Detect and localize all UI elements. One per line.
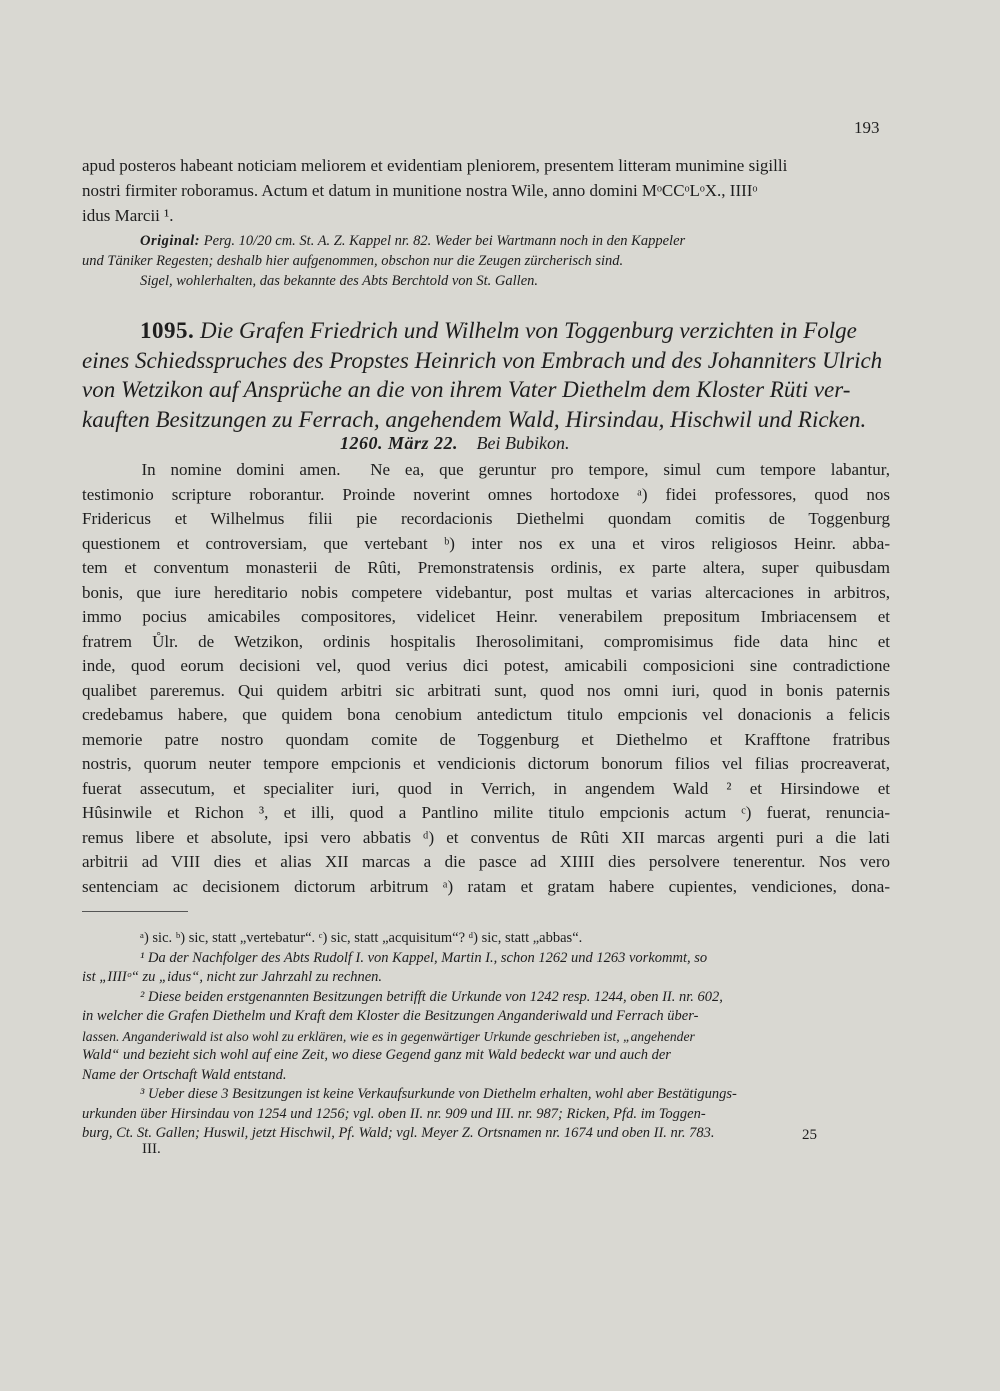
regest-line: Die Grafen Friedrich und Wilhelm von Toggenburg verzichten in Folge — [200, 318, 857, 343]
source-note — [82, 231, 890, 291]
document-place: Bei Bubikon. — [476, 433, 570, 453]
document-body — [82, 458, 890, 899]
body-line: inde, quod eorum decisioni vel, quod verius dici potest, amicabili composicioni sine contradictione — [82, 656, 890, 675]
footnote-line: Wald“ und bezieht sich wohl auf eine Zeit, wo diese Gegend ganz mit Wald bedeckt war und auch der — [82, 1047, 671, 1063]
document-date: 1260. März 22. — [340, 433, 459, 453]
body-line: testimonio scripture roborantur. Proinde noverint omnes hortodoxe ᵃ) fidei professores, quod nos — [82, 484, 890, 504]
footnote-line: lassen. Anganderiwald ist also wohl zu erklären, wie es in gegenwärtiger Urkunde geschrieben ist, „angehender — [82, 1028, 695, 1044]
page-number: 193 — [854, 118, 880, 137]
body-line: bonis, que iure hereditario nobis competere videbantur, post multas et varias altercaciones in arbitros, — [82, 582, 890, 602]
footnotes — [82, 929, 890, 1144]
body-line: memorie patre nostro quondam comite de Toggenburg et Diethelmo et Krafftone fratribus — [82, 729, 890, 749]
text-line: nostri firmiter roboramus. Actum et datum in munitione nostra Wile, anno domini MᵒCCᵒLᵒX., IIIIᵒ — [82, 181, 758, 200]
original-label: Original: — [140, 233, 201, 249]
text-critical-notes: ᵃ) sic. ᵇ) sic, statt „vertebatur“. ᶜ) sic, statt „acquisitum“? ᵈ) sic, statt „abbas“. — [140, 930, 583, 946]
document-number: 1095. — [140, 318, 195, 343]
body-line: credebamus habere, que quidem bona cenobium antedictum titulo empcionis vel donacionis a felicis — [82, 705, 890, 724]
seal-note: Sigel, wohlerhalten, das bekannte des Abts Berchtold von St. Gallen. — [140, 273, 539, 289]
regest-line: von Wetzikon auf Ansprüche an die von ihrem Vater Diethelm dem Kloster Rüti ver- — [82, 377, 851, 402]
original-description: Perg. 10/20 cm. St. A. Z. Kappel nr. 82. Weder bei Wartmann noch in den Kappeler — [203, 233, 686, 249]
footnote-line: ¹ Da der Nachfolger des Abts Rudolf I. von Kappel, Martin I., schon 1262 und 1263 vorkommt, so — [140, 949, 708, 966]
text-line: idus Marcii ¹. — [82, 206, 174, 225]
footnote-line: Name der Ortschaft Wald entstand. — [82, 1066, 287, 1083]
source-line — [82, 231, 890, 251]
body-line: Hûsinwile et Richon ³, et illi, quod a Pantlino milite titulo empcionis actum ᶜ) fuerat, renuncia- — [82, 803, 890, 822]
body-line: tem et conventum monasterii de Rûti, Premonstratensis ordinis, ex parte altera, super quibusdam — [82, 558, 890, 577]
footnote-divider — [82, 911, 188, 912]
footnote-line: burg, Ct. St. Gallen; Huswil, jetzt Hischwil, Pf. Wald; vgl. Meyer Z. Ortsnamen nr. 1674 und oben II. nr. 783. — [82, 1125, 715, 1141]
body-line: nostris, quorum neuter tempore empcionis et vendicionis dictorum bonorum filios vel filias procreaverat, — [82, 754, 890, 773]
footnote-line: ist „IIIIᵒ“ zu „idus“, nicht zur Jahrzahl zu rechnen. — [82, 969, 383, 985]
body-line: arbitrii ad VIII dies et alias XII marcas a die pasce ad XIIII dies persolvere tenerentur. Nos vero — [82, 852, 890, 871]
body-line: sentenciam ac decisionem dictorum arbitrum ᵃ) ratam et gratam habere cupientes, vendiciones, dona- — [82, 876, 890, 896]
regest-line: eines Schiedsspruches des Propstes Heinrich von Embrach und des Johanniters Ulrich — [82, 347, 883, 373]
body-line: In nomine domini amen. Ne ea, que geruntur pro tempore, simul cum tempore labantur, — [82, 460, 890, 479]
text-line: apud posteros habeant noticiam meliorem et evidentiam pleniorem, presentem litteram munimine sigilli — [82, 156, 788, 175]
previous-document-ending — [82, 153, 890, 228]
footnote-line: ³ Ueber diese 3 Besitzungen ist keine Verkaufsurkunde von Diethelm erhalten, wohl aber Bestätigungs- — [140, 1086, 737, 1102]
body-line: fuerat assecutum, et specialiter iuri, quod in Verrich, in angendem Wald ² et Hirsindowe et — [82, 778, 890, 798]
footnote-line: ² Diese beiden erstgenannten Besitzungen betrifft die Urkunde von 1242 resp. 1244, oben II. nr. 602, — [140, 988, 723, 1005]
date-line — [340, 433, 570, 454]
volume-mark: III. — [142, 1141, 161, 1157]
body-line: qualibet pareremus. Qui quidem arbitri sic arbitrati sunt, quod nos omni iuri, quod in bonis paternis — [82, 680, 890, 700]
body-line: questionem et controversiam, que vertebant ᵇ) inter nos ex una et viros religiosos Heinr. abba- — [82, 533, 890, 553]
document-regest — [82, 316, 890, 434]
footnote-line: in welcher die Grafen Diethelm und Kraft dem Kloster die Besitzungen Anganderiwald und Ferrach über- — [82, 1008, 699, 1024]
body-line: remus libere et absolute, ipsi vero abbatis ᵈ) et conventus de Rûti XII marcas argenti puri a die lati — [82, 827, 890, 847]
body-line: immo pocius amicabiles compositores, videlicet Heinr. venerabilem prepositum Imbriacensem et — [82, 607, 890, 626]
body-line: fratrem Ůlr. de Wetzikon, ordinis hospitalis Iherosolimitani, compromisimus fide data hinc et — [82, 631, 890, 651]
regest-line: kauften Besitzungen zu Ferrach, angehendem Wald, Hirsindau, Hischwil und Ricken. — [82, 406, 867, 432]
footnote-line: urkunden über Hirsindau von 1254 und 1256; vgl. oben II. nr. 909 und III. nr. 987; Ricken, Pfd. im Toggen- — [82, 1105, 706, 1122]
source-line: und Täniker Regesten; deshalb hier aufgenommen, obschon nur die Zeugen zürcherisch sind. — [82, 253, 624, 269]
body-line: Fridericus et Wilhelmus filii pie recordacionis Diethelmi quondam comitis de Toggenburg — [82, 509, 890, 528]
signature-mark: 25 — [802, 1127, 817, 1143]
